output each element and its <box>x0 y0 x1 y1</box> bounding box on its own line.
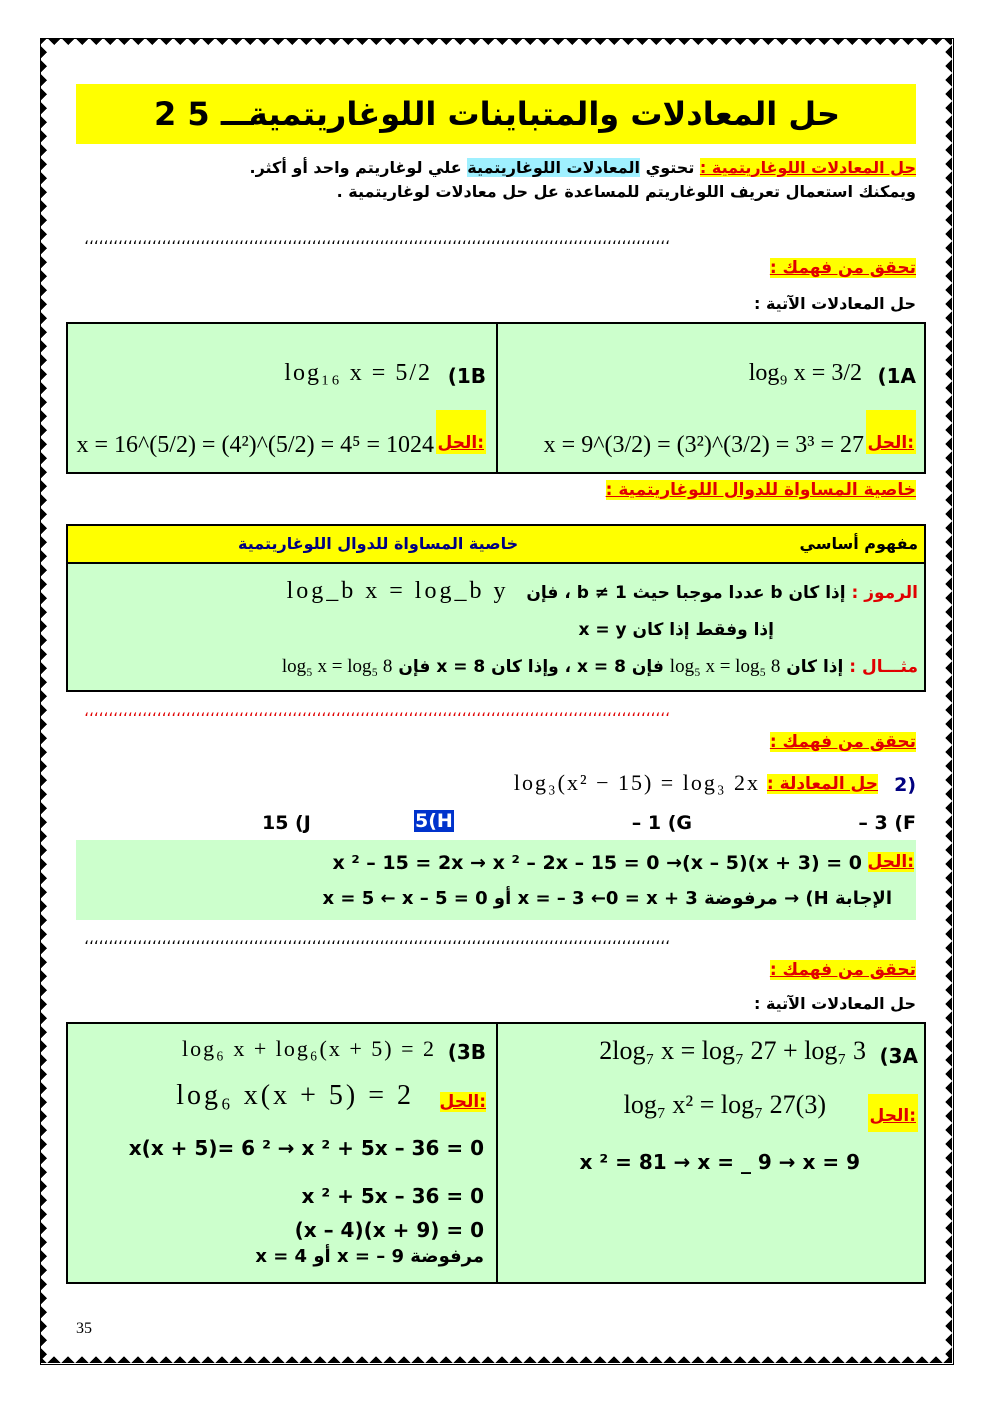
check1-1b-equation-cell <box>76 338 486 398</box>
intro-line-2: ويمكنك استعمال تعريف اللوغاريتم للمساعدة عل حل معادلات لوغاريتمية . <box>336 182 916 201</box>
example-line: مثـــال : إذا كان log₅ x = log₅ 8 فإن x = 8 ، وإذا كان x = 8 فإن log₅ x = log₅ 8 <box>281 656 918 677</box>
check3-table <box>66 1022 926 1284</box>
check3-3a-solution-label: الحل: <box>868 1094 918 1132</box>
check1-1b-equation: log₁₆ x = 5/2 <box>284 360 432 386</box>
check1-table <box>66 322 926 474</box>
key-concept-title: خاصية المساواة للدوال اللوغاريتمية <box>238 534 519 553</box>
check3-3b-line-1: x(x + 5)= 6 ² → x ² + 5x – 36 = 0 <box>128 1136 484 1160</box>
check2-solution-box <box>76 840 916 920</box>
check3-3b-solution-label: الحل: <box>439 1092 486 1112</box>
check2-question <box>76 770 916 804</box>
check3-3b-line-2: x ² + 5x – 36 = 0 <box>301 1184 484 1208</box>
key-concept-label: مفهوم أساسي <box>799 534 918 553</box>
check3-3a-equation: 2log₇ x = log₇ 27 + log₇ 3 <box>599 1036 866 1065</box>
intro-paragraph <box>76 156 916 204</box>
check3-3a-step: log₇ x² = log₇ 27(3) <box>623 1090 826 1119</box>
check3-table-divider <box>496 1024 498 1282</box>
check3-3a-cell <box>508 1032 918 1272</box>
check2-prompt: حل المعادلة : <box>766 774 878 794</box>
property-heading-wrap <box>496 480 916 500</box>
lesson-title-bar <box>76 84 916 144</box>
option-f: – 3 (F <box>858 812 916 834</box>
check2-solution-line-1: x ² – 15 = 2x → x ² – 2x – 15 = 0 →(x – 5)(x + 3) = 0 <box>332 852 862 874</box>
check3-3b-step: log₆ x(x + 5) = 2 <box>176 1080 414 1111</box>
key-concept-body <box>68 564 924 690</box>
check1-heading: تحقق من فهمك : <box>769 258 916 278</box>
symbols-line <box>78 578 918 605</box>
symbols-line-2: إذا وفقط إذا كان x = y <box>578 620 774 640</box>
check1-1a-equation-cell <box>516 338 916 398</box>
border-decoration-left <box>40 38 54 1363</box>
intro-highlight: المعادلات اللوغاريتمية <box>467 158 640 177</box>
check1-heading-wrap <box>616 258 916 278</box>
symbols-text: إذا كان b عددا موجبا حيث b ≠ 1 ، فإن <box>526 583 846 603</box>
option-h-selected: 5(H <box>415 810 453 832</box>
border-decoration-top <box>40 38 952 52</box>
symbols-label: الرموز : <box>851 583 918 603</box>
check1-1a-equation: log₉ x = 3/2 <box>748 360 862 386</box>
check2-number: (2 <box>894 774 916 796</box>
intro-line-1: حل المعادلات اللوغاريتمية : تحتوي المعادلات اللوغاريتمية علي لوغاريتم واحد أو أكثر. <box>249 158 916 177</box>
check3-3b-label: (3B <box>447 1040 486 1064</box>
intro-term: حل المعادلات اللوغاريتمية : <box>699 158 916 177</box>
check3-3b-line-3: (x – 4)(x + 9) = 0 <box>294 1218 484 1242</box>
check2-solution-label: الحل: <box>867 852 914 872</box>
separator-2: ،،،،،،،،،،،،،،،،،،،،،،،،،،،،،،،،،،،،،،،،،،،،،،،،،،،،،،،،،،،،،،،،،،،،،،،،،،،،،،،،،،،،،،،،،،،،،،،،،،،،،،،،،،،،،،،،،،،،،،،،، <box>84 704 670 718</box>
check1-1b-label: (1B <box>447 364 486 388</box>
check2-options <box>76 810 916 840</box>
check2-solution-line-2: الإجابة H) → مرفوضة x = – 3 ←0 = x + 3 أو x = 5 ← x – 5 = 0 <box>322 888 892 909</box>
lesson-number: 2 ـــ 5 <box>154 95 254 133</box>
check3-heading-wrap <box>616 960 916 980</box>
check3-3a-label: (3A <box>879 1044 918 1068</box>
example-equation-2: log₅ x = log₅ 8 <box>281 656 393 677</box>
check3-instruction: حل المعادلات الآتية : <box>753 994 916 1013</box>
check1-1b-solution-label: الحل: <box>436 410 486 454</box>
check1-table-divider <box>496 324 498 472</box>
check3-3b-equation: log₆ x + log₆(x + 5) = 2 <box>182 1036 436 1061</box>
page-number: 35 <box>76 1320 92 1337</box>
check3-3b-cell <box>74 1032 486 1278</box>
check1-instruction: حل المعادلات الآتية : <box>753 294 916 313</box>
check3-heading: تحقق من فهمك : <box>769 960 916 980</box>
property-heading: خاصية المساواة للدوال اللوغاريتمية : <box>605 480 916 500</box>
check1-1b-solution-cell <box>76 404 486 464</box>
separator-1: ،،،،،،،،،،،،،،،،،،،،،،،،،،،،،،،،،،،،،،،،،،،،،،،،،،،،،،،،،،،،،،،،،،،،،،،،،،،،،،،،،،،،،،،،،،،،،،،،،،،،،،،،،،،،،،،،،،،،،،،،، <box>84 232 670 246</box>
example-label: مثـــال : <box>849 657 918 677</box>
check2-heading: تحقق من فهمك : <box>769 732 916 752</box>
option-g: – 1 (G <box>631 812 692 834</box>
border-decoration-bottom <box>40 1349 952 1363</box>
border-decoration-right <box>938 38 952 1363</box>
key-concept-header <box>68 526 924 564</box>
key-concept-box <box>66 524 926 692</box>
option-j: 15 (J <box>262 812 311 834</box>
lesson-title: حل المعادلات والمتباينات اللوغاريتمية <box>248 95 840 133</box>
check3-3a-solution: x ² = 81 → x = _ 9 → x = 9 <box>579 1150 860 1174</box>
check1-1a-solution: x = 9^(3/2) = (3²)^(3/2) = 3³ = 27 <box>543 432 864 458</box>
check1-1a-label: (1A <box>877 364 916 388</box>
symbols-equation: log_b x = log_b y <box>286 578 509 604</box>
separator-3: ،،،،،،،،،،،،،،،،،،،،،،،،،،،،،،،،،،،،،،،،،،،،،،،،،،،،،،،،،،،،،،،،،،،،،،،،،،،،،،،،،،،،،،،،،،،،،،،،،،،،،،،،،،،،،،،،،،،،،،،،، <box>84 932 670 946</box>
check2-heading-wrap <box>616 732 916 752</box>
check1-1b-solution: x = 16^(5/2) = (4²)^(5/2) = 4⁵ = 1024 <box>76 432 434 458</box>
check3-3b-line-4: مرفوضة x = – 9 أو x = 4 <box>255 1246 484 1267</box>
check1-1a-solution-cell <box>506 404 916 464</box>
check2-equation: log₃(x² − 15) = log₃ 2x <box>513 770 760 795</box>
check1-1a-solution-label: الحل: <box>866 410 916 454</box>
option-h <box>414 810 454 832</box>
example-equation-1: log₅ x = log₅ 8 <box>669 656 781 677</box>
